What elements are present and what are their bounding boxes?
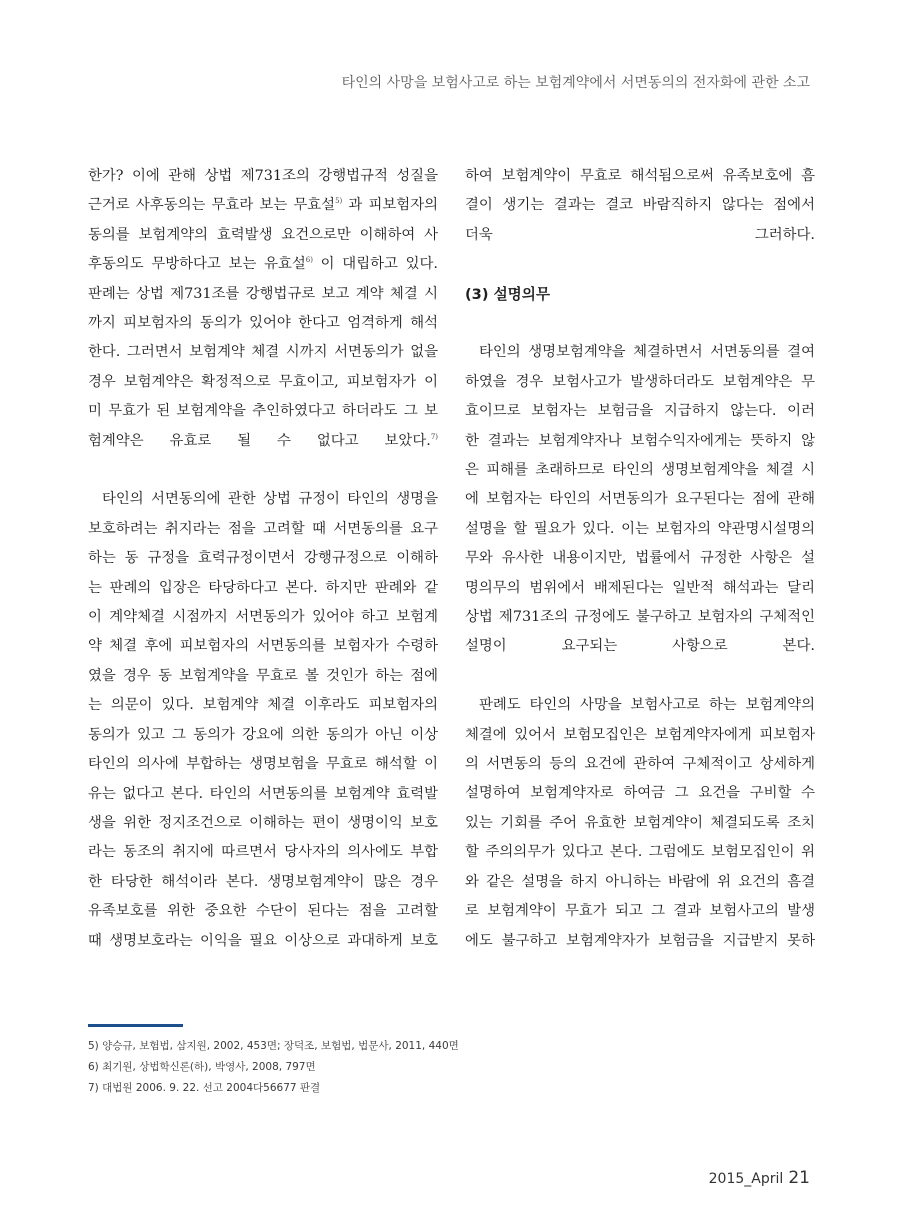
footnote-rule: [88, 1024, 183, 1027]
text-line: 생을 위한 정지조건으로 이해하는 편이 생명이익 보호: [88, 814, 438, 831]
text-line: 하여 보험계약이 무효로 해석됨으로써 유족보호에 흠: [465, 168, 815, 184]
text-line: 한가? 이에 관해 상법 제731조의 강행법규적 성질을: [88, 168, 438, 184]
text-line: 까지 피보험자의 동의가 있어야 한다고 엄격하게 해석: [88, 315, 438, 332]
text-line: 판례도 타인의 사망을 보험사고로 하는 보험계약의: [479, 697, 815, 714]
text-line: 는 판례의 입장은 타당하다고 본다. 하지만 판례와 같: [88, 579, 438, 596]
text-line: 설명이 요구되는 사항으로 본다.: [465, 638, 815, 655]
text-line: 에도 불구하고 보험계약자가 보험금을 지급받지 못하: [465, 932, 815, 949]
text-line: 동의를 보험계약의 효력발생 요건으로만 이해하여 사: [88, 226, 438, 243]
text-line: 은 피해를 초래하므로 타인의 생명보험계약을 체결 시: [465, 462, 815, 479]
text-line: 이 계약체결 시점까지 서면동의가 있어야 하고 보험계: [88, 609, 438, 626]
text-line: 한 결과는 보험계약자나 보험수익자에게는 뜻하지 않: [465, 432, 815, 449]
paragraph: [88, 485, 438, 956]
text-line: 에 보험자는 타인의 서면동의가 요구된다는 점에 관해: [465, 491, 815, 508]
text-line: 한 타당한 해석이라 본다. 생명보험계약이 많은 경우: [88, 873, 438, 890]
text-line: 미 무효가 된 보험계약을 추인하였다고 하더라도 그 보: [88, 403, 438, 420]
footnote: 6) 최기원, 상법학신론(하), 박영사, 2008, 797면: [88, 1061, 316, 1073]
footnote-ref: 6): [305, 256, 313, 265]
paragraph: [88, 162, 438, 456]
text-line: 유족보호를 위한 중요한 수단이 된다는 점을 고려할: [88, 903, 438, 920]
right-column: [465, 162, 815, 956]
text-line: 근거로 사후동의는 무효라 보는 무효설$^{5)}$ 과 피보험자의: [88, 197, 438, 214]
text-line: 체결에 있어서 보험모집인은 보험계약자에게 피보험자: [465, 726, 815, 743]
text-line: 효이므로 보험자는 보험금을 지급하지 않는다. 이러: [465, 403, 815, 420]
text-line: 한다. 그러면서 보험계약 체결 시까지 서면동의가 없을: [88, 344, 438, 361]
text-line: 있는 기회를 주어 유효한 보험계약이 체결되도록 조치: [465, 814, 815, 831]
footnotes: [88, 1036, 459, 1099]
footnote-ref: 5): [335, 197, 343, 206]
footnote: 5) 양승규, 보험법, 삼지원, 2002, 453면; 장덕조, 보험법, 법문사, 2011, 440면: [88, 1040, 459, 1052]
text-line: 상법 제731조의 규정에도 불구하고 보험자의 구체적인: [465, 609, 815, 626]
paragraph: [465, 691, 815, 956]
text-line: 더욱 그러하다.: [465, 226, 815, 243]
text-line: 는 의문이 있다. 보험계약 체결 이후라도 피보험자의: [88, 697, 438, 714]
text-line: 판례는 상법 제731조를 강행법규로 보고 계약 체결 시: [88, 285, 438, 302]
text-line: 결이 생기는 결과는 결코 바람직하지 않다는 점에서: [465, 197, 815, 214]
text-line: 동의가 있고 그 동의가 강요에 의한 동의가 아닌 이상: [88, 726, 438, 743]
text-line: 유는 없다고 본다. 타인의 서면동의를 보험계약 효력발: [88, 785, 438, 802]
text-line: 로 보험계약이 무효가 되고 그 결과 보험사고의 발생: [465, 903, 815, 920]
paragraph-gap: [465, 250, 815, 279]
text-line: 할 주의의무가 있다고 본다. 그럼에도 보험모집인이 위: [465, 844, 815, 861]
text-line: 라는 동조의 취지에 따르면서 당사자의 의사에도 부합: [88, 844, 438, 861]
text-line: 설명하여 보험계약자로 하여금 그 요건을 구비할 수: [465, 785, 815, 802]
text-line: 의 서면동의 등의 요건에 관하여 구체적이고 상세하게: [465, 756, 815, 773]
text-line: 보호하려는 취지라는 점을 고려할 때 서면동의를 요구: [88, 520, 438, 537]
paragraph-gap: [465, 662, 815, 691]
paragraph: [465, 162, 815, 250]
page-footer: [709, 1168, 810, 1188]
text-line: 무와 유사한 내용이지만, 법률에서 규정한 사항은 설: [465, 550, 815, 567]
text-line: 하였을 경우 보험사고가 발생하더라도 보험계약은 무: [465, 373, 815, 390]
section-heading: (3) 설명의무: [465, 285, 550, 303]
text-line: 하는 동 규정을 효력규정이면서 강행규정으로 이해하: [88, 550, 438, 567]
text-line: 때 생명보호라는 이익을 필요 이상으로 과대하게 보호: [88, 932, 438, 949]
text-line: 약 체결 후에 피보험자의 서면동의를 보험자가 수령하: [88, 638, 438, 655]
footnote: 7) 대법원 2006. 9. 22. 선고 2004다56677 판결: [88, 1082, 321, 1094]
text-line: 명의무의 범위에서 배제된다는 일반적 해석과는 달리: [465, 579, 815, 596]
text-line: 경우 보험계약은 확정적으로 무효이고, 피보험자가 이: [88, 373, 438, 390]
text-line: 타인의 의사에 부합하는 생명보험을 무효로 해석할 이: [88, 756, 438, 773]
text-line: 설명을 할 필요가 있다. 이는 보험자의 약관명시설명의: [465, 520, 815, 537]
running-header: 타인의 사망을 보험사고로 하는 보험계약에서 서면동의의 전자화에 관한 소고: [341, 75, 810, 91]
footnote-ref: 7): [430, 432, 438, 441]
paragraph: [465, 338, 815, 661]
text-line: 후동의도 무방하다고 보는 유효설$^{6)}$ 이 대립하고 있다.: [88, 256, 438, 273]
text-line: 타인의 생명보험계약을 체결하면서 서면동의를 결여: [479, 344, 815, 361]
paragraph-gap: [465, 309, 815, 338]
text-line: 타인의 서면동의에 관한 상법 규정이 타인의 생명을: [102, 491, 438, 508]
paragraph-gap: [88, 456, 438, 485]
text-line: 험계약은 유효로 될 수 없다고 보았다.$^{7)}$: [88, 432, 438, 449]
text-line: 였을 경우 동 보험계약을 무효로 볼 것인가 하는 점에: [88, 667, 438, 684]
page-number: 21: [788, 1168, 810, 1188]
text-line: 와 같은 설명을 하지 아니하는 바람에 위 요건의 흠결: [465, 873, 815, 890]
issue-label: 2015_April: [708, 1171, 784, 1187]
left-column: [88, 162, 438, 956]
